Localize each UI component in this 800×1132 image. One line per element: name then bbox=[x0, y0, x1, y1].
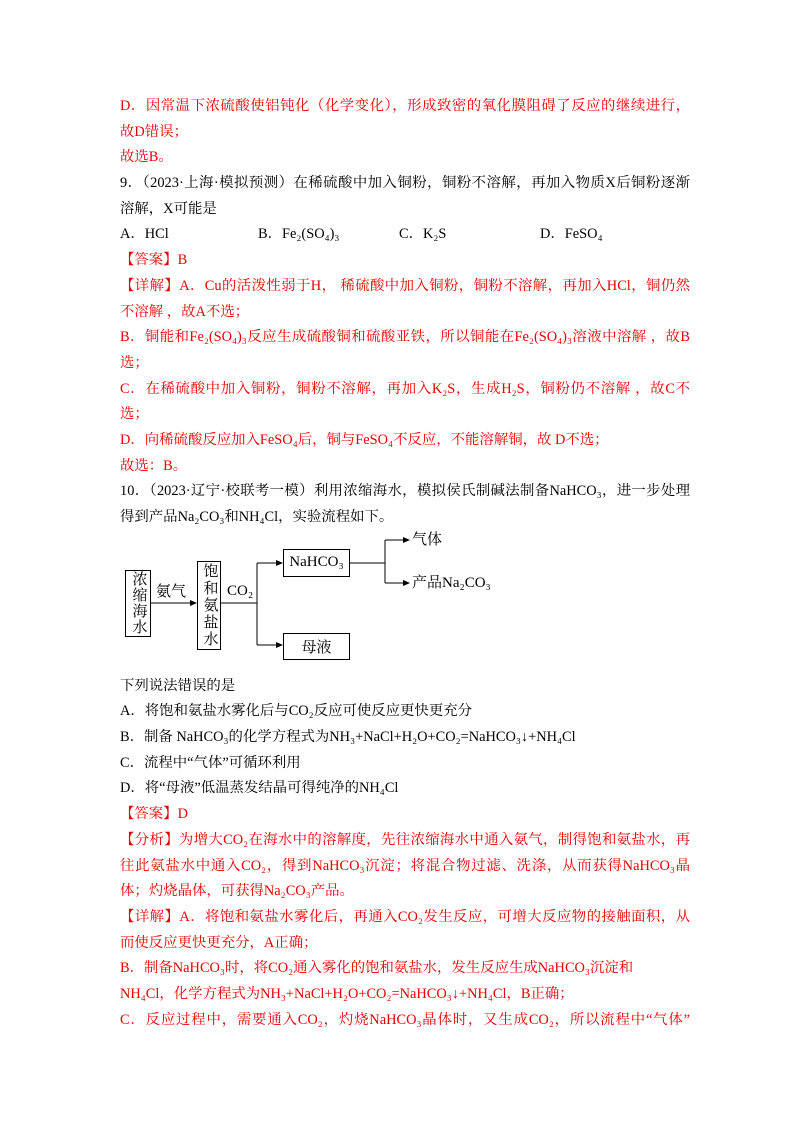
q10-analysis-line: 体；灼烧晶体，可获得Na₂CO₃产品。 bbox=[120, 883, 354, 900]
box-nahco3-label: NaHCO₃ bbox=[289, 554, 344, 571]
q9-answer: 【答案】B bbox=[120, 252, 188, 269]
q8-explanation-line: D．因常温下浓硫酸使铝钝化（化学变化），形成致密的氧化膜阻碍了反应的继续进行， bbox=[120, 98, 690, 114]
box-saturated-ammonia-brine-label: 饱和氨盐水 bbox=[201, 562, 218, 648]
product-label: 产品Na₂CO₃ bbox=[412, 574, 491, 591]
q9-options-row bbox=[120, 222, 690, 248]
q9-stem-line: 溶解，X可能是 bbox=[120, 200, 217, 217]
q9-explanation-line: 选； bbox=[120, 354, 149, 371]
q10-explanation-line: B．制备NaHCO₃时，将CO₂通入雾化的饱和氨盐水，发生反应生成NaHCO₃沉淀和 bbox=[120, 960, 634, 977]
box-nahco3 bbox=[283, 549, 350, 577]
q9-explanation-line: 不溶解 ，故A不选； bbox=[120, 303, 250, 320]
q9-stem-line: 9．（2023·上海·模拟预测）在稀硫酸中加入铜粉，铜粉不溶解，再加入物质X后铜粉逐渐 bbox=[120, 175, 690, 192]
q10-answer: 【答案】D bbox=[120, 806, 188, 823]
box-concentrated-seawater bbox=[125, 570, 151, 637]
box-mother-liquor-label: 母液 bbox=[301, 639, 332, 656]
q8-explanation-line: 故D错误； bbox=[120, 123, 188, 140]
q9-option-c: C．K₂S bbox=[399, 226, 447, 243]
q10-explanation-line: NH₄Cl，化学方程式为NH₃+NaCl+H₂O+CO₂=NaHCO₃↓+NH₄Cl，B正确； bbox=[120, 985, 574, 1002]
q9-option-a: A．HCl bbox=[120, 226, 169, 243]
q9-option-d: D．FeSO₄ bbox=[540, 226, 603, 243]
q10-stem-line: 10．（2023·辽宁·校联考一模）利用浓缩海水，模拟侯氏制碱法制备NaHCO₃，进一步处理 bbox=[120, 483, 690, 500]
q10-prompt: 下列说法错误的是 bbox=[120, 677, 236, 694]
q9-conclusion-line: 故选：B。 bbox=[120, 457, 188, 474]
q9-explanation-line: D．向稀硫酸反应加入FeSO₄后，铜与FeSO₄不反应，不能溶解铜，故 D不选； bbox=[120, 431, 609, 448]
q10-option-a: A．将饱和氨盐水雾化后与CO₂反应可使反应更快更充分 bbox=[120, 703, 472, 720]
arrowhead bbox=[190, 600, 197, 606]
q10-explanation-line: 而使反应更快更充分，A正确； bbox=[120, 934, 318, 951]
q10-explanation-line: C．反应过程中，需要通入CO₂，灼烧NaHCO₃晶体时，又生成CO₂，所以流程中“气体” bbox=[120, 1011, 690, 1028]
q10-option-c: C．流程中“气体”可循环利用 bbox=[120, 754, 301, 771]
q10-analysis-line: 【分析】为增大CO₂在海水中的溶解度，先往浓缩海水中通入氨气，制得饱和氨盐水，再 bbox=[120, 831, 690, 848]
gas-label: 气体 bbox=[412, 531, 443, 548]
q10-option-b: B．制备 NaHCO₃的化学方程式为NH₃+NaCl+H₂O+CO₂=NaHCO₃↓+NH₄Cl bbox=[120, 729, 576, 746]
q9-explanation-line: 选； bbox=[120, 406, 149, 423]
arrowhead bbox=[403, 537, 410, 543]
document-body bbox=[120, 94, 690, 1033]
q10-flowchart bbox=[120, 531, 690, 674]
box-mother-liquor bbox=[283, 633, 350, 660]
arrowhead bbox=[403, 580, 410, 586]
box-concentrated-seawater-label: 浓缩海水 bbox=[130, 571, 147, 636]
q10-option-d: D．将“母液”低温蒸发结晶可得纯净的NH₄Cl bbox=[120, 780, 399, 797]
q10-explanation-line: 【详解】A．将饱和氨盐水雾化后，再通入CO₂发生反应，可增大反应物的接触面积，从 bbox=[120, 908, 690, 925]
co2-label: CO₂ bbox=[227, 582, 254, 599]
q9-explanation-line: B．铜能和Fe₂(SO₄)₃反应生成硫酸铜和硫酸亚铁，所以铜能在Fe₂(SO₄)₃溶液中溶解 ，故B bbox=[120, 329, 690, 346]
q8-conclusion-line: 故选B。 bbox=[120, 149, 173, 166]
arrowhead bbox=[276, 560, 283, 566]
arrowhead bbox=[276, 642, 283, 648]
ammonia-label: 氨气 bbox=[156, 583, 187, 600]
q9-explanation-line: C．在稀硫酸中加入铜粉，铜粉不溶解，再加入K₂S，生成H₂S，铜粉仍不溶解 ，故C不 bbox=[120, 380, 690, 397]
q10-stem-line: 得到产品Na₂CO₃和NH₄Cl，实验流程如下。 bbox=[120, 509, 394, 525]
q10-analysis-line: 往此氨盐水中通入CO₂，得到NaHCO₃沉淀；将混合物过滤、洗涤，从而获得NaHCO₃晶 bbox=[120, 857, 690, 874]
q9-option-b: B．Fe₂(SO₄)₃ bbox=[258, 226, 340, 243]
q9-explanation-line: 【详解】A．Cu的活泼性弱于H， 稀硫酸中加入铜粉，铜粉不溶解，再加入HCl，铜仍然 bbox=[120, 277, 690, 294]
box-saturated-ammonia-brine bbox=[197, 561, 221, 650]
